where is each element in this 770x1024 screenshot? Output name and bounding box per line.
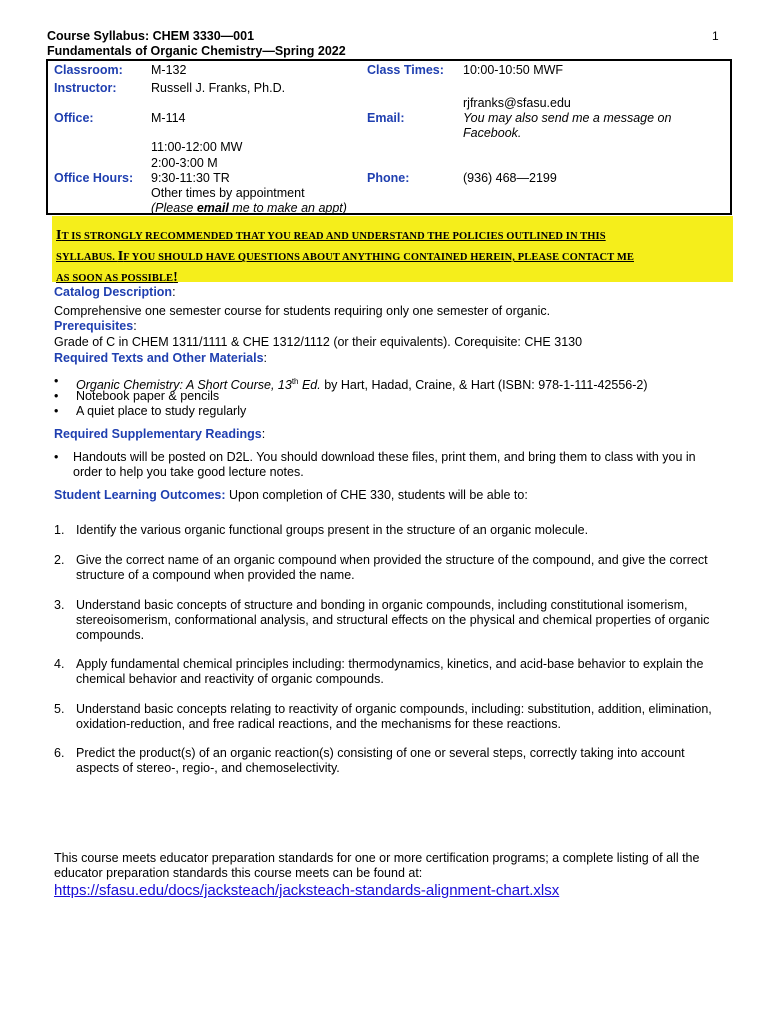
appointment-note: (Please email me to make an appt): [151, 201, 347, 215]
email-note-line1: You may also send me a message on: [463, 111, 672, 125]
classroom-value: M-132: [151, 63, 187, 77]
list-item: • A quiet place to study regularly: [54, 404, 247, 418]
instructor-label: Instructor:: [54, 81, 117, 95]
catalog-heading: Catalog Description:: [54, 285, 176, 299]
office-value: M-114: [151, 111, 186, 125]
list-item: • Notebook paper & pencils: [54, 389, 220, 403]
email-label: Email:: [367, 111, 405, 125]
office-hours-line: 9:30-11:30 TR: [151, 171, 230, 185]
course-info-box: [46, 59, 732, 215]
office-hours-line: Other times by appointment: [151, 186, 305, 200]
email-value[interactable]: rjfranks@sfasu.edu: [463, 96, 571, 110]
instructor-value: Russell J. Franks, Ph.D.: [151, 81, 286, 95]
bullet-icon: •: [54, 374, 59, 388]
standards-line-1: This course meets educator preparation standards for one or more certification programs; a complete listing of all the: [54, 851, 700, 865]
office-hours-label: Office Hours:: [54, 171, 134, 185]
office-label: Office:: [54, 111, 94, 125]
list-item: • Organic Chemistry: A Short Course, 13th Ed. by Hart, Hadad, Craine, & Hart (ISBN: 978-1-111-42556-2): [54, 374, 648, 393]
catalog-text: Comprehensive one semester course for students requiring only one semester of organic.: [54, 304, 551, 318]
warning-line-2: SYLLABUS. IF YOU SHOULD HAVE QUESTIONS ABOUT ANYTHING CONTAINED HEREIN, PLEASE CONTACT ME: [56, 249, 634, 264]
class-times-label: Class Times:: [367, 63, 444, 77]
warning-line-1: IT IS STRONGLY RECOMMENDED THAT YOU READ AND UNDERSTAND THE POLICIES OUTLINED IN THIS: [56, 228, 606, 243]
required-texts-heading: Required Texts and Other Materials:: [54, 351, 268, 365]
prerequisites-heading: Prerequisites:: [54, 319, 137, 333]
warning-line-3: AS SOON AS POSSIBLE!: [56, 270, 178, 285]
page-number: 1: [712, 29, 719, 43]
list-item: • Handouts will be posted on D2L. You should download these files, print them, and bring them to class with you in order to help you take good lecture notes.: [54, 450, 696, 479]
course-subtitle-line: Fundamentals of Organic Chemistry—Spring 2022: [47, 44, 346, 58]
classroom-label: Classroom:: [54, 63, 123, 77]
office-hours-line: 11:00-12:00 MW: [151, 140, 243, 154]
phone-label: Phone:: [367, 171, 410, 185]
bullet-icon: •: [54, 404, 59, 418]
course-title-line: Course Syllabus: CHEM 3330—001: [47, 29, 255, 43]
supplementary-heading: Required Supplementary Readings:: [54, 427, 266, 441]
standards-alignment-link[interactable]: https://sfasu.edu/docs/jacksteach/jacksteach-standards-alignment-chart.xlsx: [54, 882, 560, 899]
policy-warning-banner: [52, 216, 733, 285]
bullet-icon: •: [54, 450, 59, 464]
syllabus-page: Course Syllabus: CHEM 3330—001 Fundamentals of Organic Chemistry—Spring 2022 1 Classroom: M-132 Class Times: 10:00-10:50 MWF Instructor: Russell J. Franks, Ph.D. rjfranks@sfasu.edu Office: M-114 Email: You may also send me a message on Facebook. 11:00-12:00 MW 2:00-3:00 M Office Hours: 9:30-11:30 TR Phone: (936) 468—2199 Other times by appointment (Please email me to make an appt) IT IS STRONGLY RECOMMENDED THAT YOU READ AND UNDERSTAND THE POLICIES OUTLINED IN THIS SYLLABUS. IF YOU SHOULD HAVE QUESTIONS ABOUT ANYTHING CONTAINED HEREIN, PLEASE CONTACT ME AS SOON AS POSSIBLE! Catalog Description: Comprehensive one semester course for students requiring only one semester of organic. Prerequisites: Grade of C in CHEM 1311/1111 & CHE 1312/1112 (or their equivalents). Corequisite: CHE 3130 Required Texts and Other Materials: • Organic Chemistry: A Short Course, 13th Ed. by Hart, Hadad, Craine, & Hart (ISBN: 978-1-111-42556-2) • Notebook paper & pencils • A quiet place to study regularly Required Supplementary Readings: • Handouts will be posted on D2L. You should download these files, print them, and bring them to class with you in order to help you take good lecture notes. Student Learning Outcomes: Upon completion of CHE 330, students will be able to: 1. Identify the various organic functional groups present in the structure of an organic molecule. 2. Give the correct name of an organic compound when provided the structure of the compound, and give the correct structure of a compound when provided the name. 3. Understand basic concepts of structure and bonding in organic compounds, including constitutional isomerism, stereoisomerism, conformational analysis, and structural effects on the physical and chemical properties of organic compounds. 4. Apply fundamental chemical principles including: thermodynamics, kinetics, and acid-base behavior to explain the chemical behavior and reactivity of organic compounds. 5. Understand basic concepts relating to reactivity of organic compounds, including: substitution, addition, elimination, oxidation-reduction, and free radical reactions, and the mechanisms for these reactions. 6. Predict the product(s) of an organic reaction(s) consisting of one or several steps, correctly taking into account aspects of stereo-, regio-, and chemoselectivity. This course meets educator preparation standards for one or more certification programs; a complete listing of all the educator preparation standards this course meets can be found at: https://sfasu.edu/docs/jacksteach/jacksteach-standards-alignment-chart.xlsx: [0, 0, 770, 1024]
prerequisites-text: Grade of C in CHEM 1311/1111 & CHE 1312/1112 (or their equivalents). Corequisite: CHE 3130: [54, 335, 583, 349]
office-hours-line: 2:00-3:00 M: [151, 156, 218, 170]
bullet-icon: •: [54, 389, 59, 403]
learning-outcomes-heading: Student Learning Outcomes: Upon completion of CHE 330, students will be able to:: [54, 488, 528, 502]
standards-line-2: educator preparation standards this course meets can be found at:: [54, 866, 423, 880]
phone-value: (936) 468—2199: [463, 171, 557, 185]
class-times-value: 10:00-10:50 MWF: [463, 63, 564, 77]
email-note-line2: Facebook.: [463, 126, 522, 140]
